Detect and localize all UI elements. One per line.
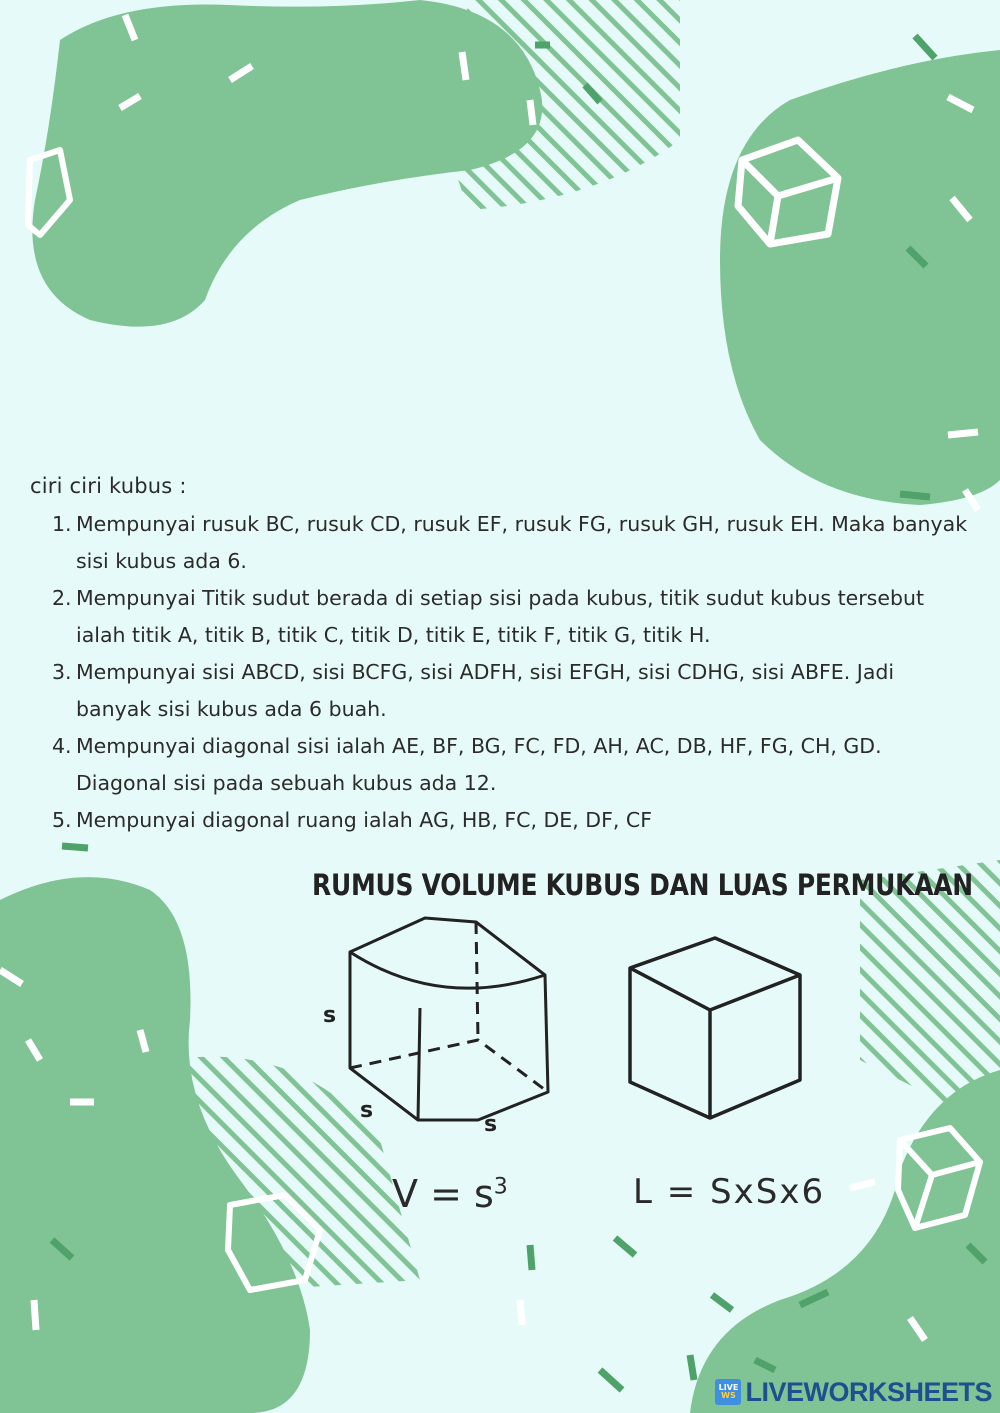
list-text: Mempunyai diagonal ruang ialah AG, HB, FC, DE, DF, CF xyxy=(76,808,653,832)
list-item xyxy=(40,802,970,839)
area-formula: L = SxSx6 xyxy=(633,1172,826,1212)
brand-name: LIVEWORKSHEETS xyxy=(745,1376,992,1407)
list-number: 3. xyxy=(52,660,72,684)
section-heading: ciri ciri kubus : xyxy=(30,474,187,498)
list-item xyxy=(40,580,970,654)
volume-formula xyxy=(392,1172,508,1216)
side-label-s: s xyxy=(323,1003,337,1028)
list-item xyxy=(40,506,970,580)
properties-list xyxy=(40,506,970,839)
volume-formula-exponent: 3 xyxy=(493,1174,508,1200)
list-item xyxy=(40,654,970,728)
figure-title: RUMUS VOLUME KUBUS DAN LUAS PERMUKAAN xyxy=(312,868,973,902)
side-label-s: s xyxy=(484,1112,498,1137)
side-label-s: s xyxy=(360,1098,374,1123)
list-text: Mempunyai rusuk BC, rusuk CD, rusuk EF, rusuk FG, rusuk GH, rusuk EH. Maka banyak sisi kubus ada 6. xyxy=(76,512,968,573)
list-item xyxy=(40,728,970,802)
list-number: 2. xyxy=(52,586,72,610)
volume-formula-base: V = s xyxy=(392,1172,494,1216)
cube-drawing-labeled xyxy=(350,918,548,1120)
list-text: Mempunyai diagonal sisi ialah AE, BF, BG, FC, FD, AH, AC, DB, HF, FG, CH, GD. Diagonal sisi pada sebuah kubus ada 12. xyxy=(76,734,882,795)
list-number: 1. xyxy=(52,512,72,536)
list-number: 5. xyxy=(52,808,72,832)
liveworksheets-logo-icon: LIVE WS xyxy=(715,1379,741,1405)
list-text: Mempunyai sisi ABCD, sisi BCFG, sisi ADFH, sisi EFGH, sisi CDHG, sisi ABFE. Jadi banyak sisi kubus ada 6 buah. xyxy=(76,660,895,721)
list-text: Mempunyai Titik sudut berada di setiap sisi pada kubus, titik sudut kubus tersebut ialah titik A, titik B, titik C, titik D, titik E, titik F, titik G, titik H. xyxy=(76,586,924,647)
blob-bottom-right xyxy=(690,1070,1000,1413)
cube-drawing-plain xyxy=(630,938,800,1118)
list-number: 4. xyxy=(52,734,72,758)
liveworksheets-brand[interactable] xyxy=(715,1376,992,1408)
blob-top-left xyxy=(32,0,542,327)
